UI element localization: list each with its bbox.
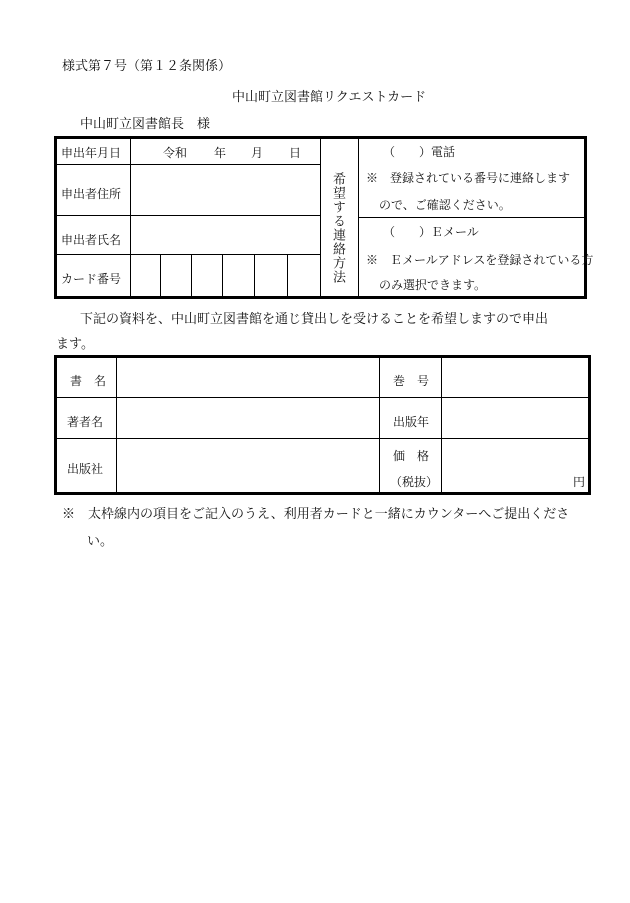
publisher-field[interactable]: [118, 440, 378, 492]
name-field[interactable]: [131, 218, 318, 254]
price-label: 価 格: [393, 449, 430, 463]
form-number: 様式第７号（第１２条関係）: [62, 59, 232, 74]
volume-label: 巻 号: [393, 374, 430, 388]
card-number-field[interactable]: [131, 256, 318, 296]
request-sentence-2: ます。: [56, 337, 94, 352]
phone-note-1: ※ 登録されている番号に連絡します: [366, 171, 571, 185]
name-label: 申出者氏名: [61, 233, 122, 247]
publish-year-field[interactable]: [443, 399, 587, 438]
email-option[interactable]: （ ）Ｅメール: [383, 225, 479, 239]
volume-field[interactable]: [443, 358, 587, 396]
contact-method-label: 希望する連絡方法: [330, 172, 345, 284]
footnote-1: ※ 太枠線内の項目をご記入のうえ、利用者カードと一緒にカウンターへご提出くださ: [62, 507, 570, 522]
form-title: 中山町立図書館リクエストカード: [232, 90, 427, 105]
email-note-2: のみ選択できます。: [379, 278, 487, 292]
publisher-label: 出版社: [67, 462, 104, 476]
phone-option[interactable]: （ ）電話: [383, 145, 456, 159]
era-label: 令和: [163, 146, 188, 160]
addressee: 中山町立図書館長 様: [80, 117, 211, 132]
publish-year-label: 出版年: [393, 415, 430, 429]
address-field[interactable]: [131, 166, 318, 214]
year-label: 年: [214, 146, 227, 160]
month-label: 月: [251, 146, 264, 160]
author-field[interactable]: [118, 399, 378, 438]
card-number-label: カード番号: [61, 272, 122, 286]
book-title-field[interactable]: [118, 358, 378, 396]
footnote-2: い。: [87, 534, 114, 549]
tax-excluded-label: （税抜）: [390, 475, 439, 489]
book-title-label: 書 名: [70, 374, 107, 388]
email-note-1: ※ Ｅメールアドレスを登録されている方: [366, 253, 594, 267]
phone-note-2: ので、ご確認ください。: [379, 198, 511, 212]
request-sentence-1: 下記の資料を、中山町立図書館を通じ貸出しを受けることを希望しますので申出: [80, 312, 549, 327]
application-date-label: 申出年月日: [61, 146, 122, 160]
yen-unit: 円: [573, 475, 586, 489]
address-label: 申出者住所: [61, 187, 122, 201]
price-field[interactable]: [443, 440, 573, 492]
day-label: 日: [289, 146, 302, 160]
author-label: 著者名: [67, 415, 104, 429]
